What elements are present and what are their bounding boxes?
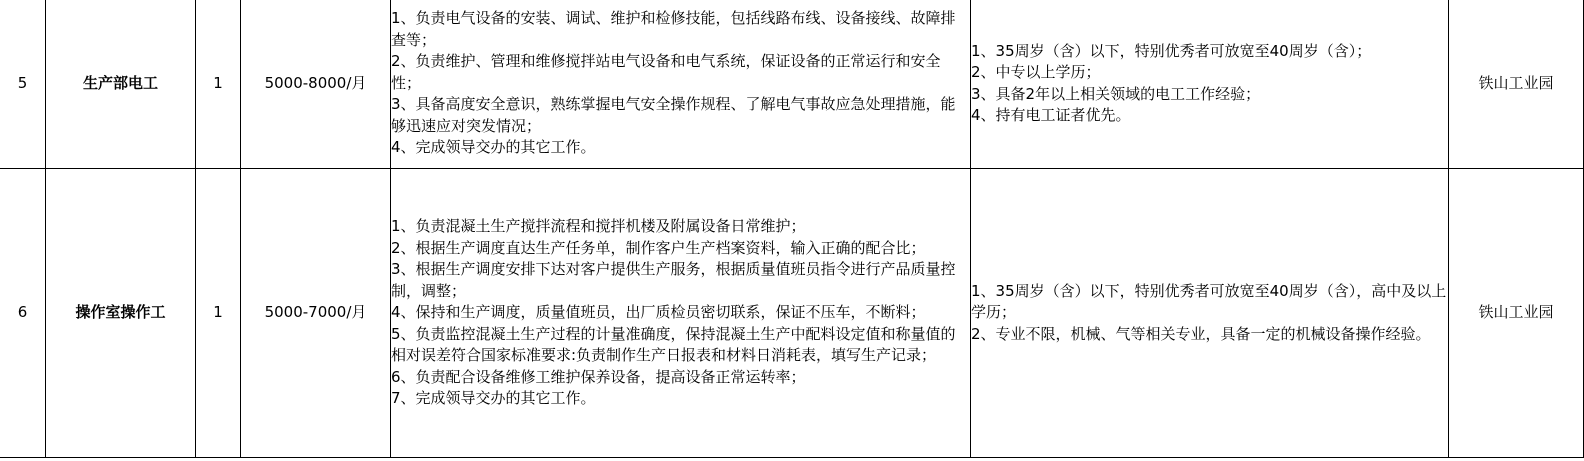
work-location: 铁山工业园 — [1449, 169, 1584, 458]
salary: 5000-8000/月 — [241, 0, 391, 169]
table-row — [0, 0, 1584, 169]
requirement-line: 1、35周岁（含）以下，特别优秀者可放宽至40周岁（含），高中及以上学历； — [971, 281, 1447, 322]
position-name: 操作室操作工 — [46, 169, 196, 458]
row-number: 6 — [0, 169, 46, 458]
duties-cell — [391, 0, 971, 169]
requirements-cell — [971, 0, 1449, 169]
requirements-cell — [971, 169, 1449, 458]
duty-line: 4、完成领导交办的其它工作。 — [391, 138, 596, 157]
requirement-line: 2、中专以上学历； — [971, 63, 1101, 81]
work-location: 铁山工业园 — [1449, 0, 1584, 169]
duty-line: 3、具备高度安全意识，熟练掌握电气安全操作规程、了解电气事故应急处理措施，能够迅速应对突发情况； — [391, 95, 956, 135]
requirement-line: 2、专业不限，机械、气等相关专业，具备一定的机械设备操作经验。 — [971, 324, 1431, 343]
duties-cell — [391, 169, 971, 458]
position-name: 生产部电工 — [46, 0, 196, 169]
requirement-line: 3、具备2年以上相关领域的电工工作经验； — [971, 84, 1261, 103]
duty-line: 2、根据生产调度直达生产任务单，制作客户生产档案资料，输入正确的配合比； — [391, 238, 926, 257]
duty-line: 1、负责电气设备的安装、调试、维护和检修技能，包括线路布线、设备接线、故障排查等； — [391, 9, 956, 49]
salary: 5000-7000/月 — [241, 169, 391, 458]
duty-line: 5、负责监控混凝土生产过程的计量准确度，保持混凝土生产中配料设定值和称量值的相对误差符合国家标准要求:负责制作生产日报表和材料日消耗表，填写生产记录； — [391, 324, 956, 365]
duty-line: 3、根据生产调度安排下达对客户提供生产服务，根据质量值班员指令进行产品质量控制，调整； — [391, 260, 956, 300]
headcount: 1 — [196, 169, 241, 458]
requirement-line: 1、35周岁（含）以下，特别优秀者可放宽至40周岁（含）； — [971, 41, 1372, 60]
duty-line: 2、负责维护、管理和维修搅拌站电气设备和电气系统，保证设备的正常运行和安全性； — [391, 52, 941, 92]
duty-line: 1、负责混凝土生产搅拌流程和搅拌机楼及附属设备日常维护； — [391, 217, 806, 236]
headcount: 1 — [196, 0, 241, 169]
duty-line: 4、保持和生产调度，质量值班员，出厂质检员密切联系，保证不压车，不断料； — [391, 303, 926, 322]
duty-line: 7、完成领导交办的其它工作。 — [391, 389, 596, 408]
row-number: 5 — [0, 0, 46, 169]
duty-line: 6、负责配合设备维修工维护保养设备，提高设备正常运转率； — [391, 367, 806, 386]
requirement-line: 4、持有电工证者优先。 — [971, 106, 1131, 124]
table-row — [0, 169, 1584, 458]
